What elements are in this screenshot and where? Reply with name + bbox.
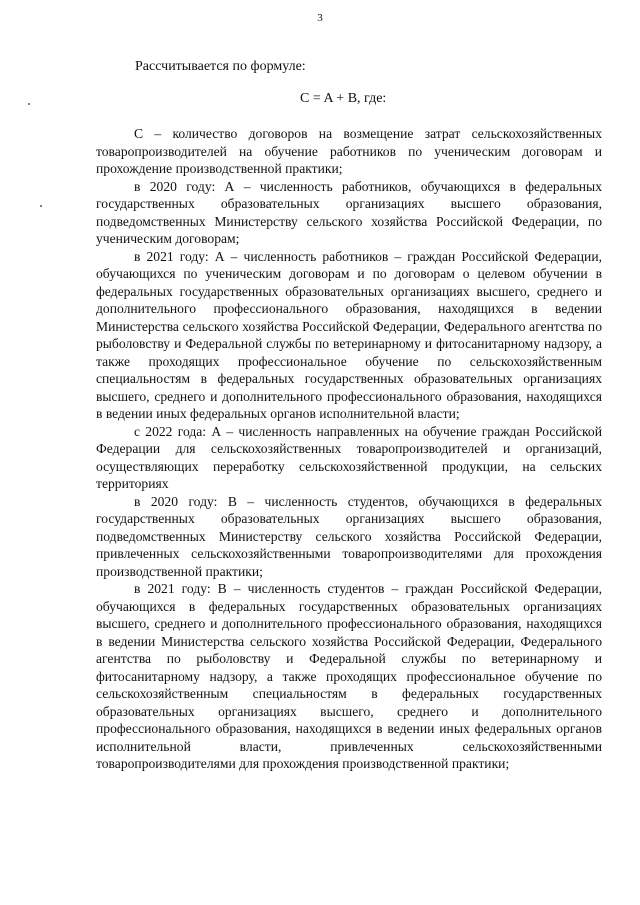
scan-speck [28,103,30,105]
formula-intro: Рассчитывается по формуле: [135,59,306,74]
paragraph-b-2021: в 2021 году: В – численность студентов – граждан Российской Федерации, обучающихся в федеральных государственных образовательных организациях высшего, среднего и дополнительного профессионального образования, находящихся в ведении Министерства сельского хозяйства Российской Федерации, Федерального агентства по рыболовству и Федеральной службы по ветеринарному и фитосанитарному надзору, а также проходящих профессиональное обучение по сельскохозяйственным специальностям в федеральных государственных образовательных организациях высшего, среднего и дополнительного профессионального образования, находящихся в ведении иных федеральных органов исполнительной власти, привлеченных сельскохозяйственными товаропроизводителями для прохождения производственной практики; [96,581,602,771]
paragraph-a-2020: в 2020 году: А – численность работников, обучающихся в федеральных государственных образовательных организациях высшего образования, подведомственных Министерству сельского хозяйства Российской Федерации, по ученическим договорам; [96,178,602,246]
scan-speck [40,205,42,207]
paragraph-a-2021: в 2021 году: А – численность работников – граждан Российской Федерации, обучающихся по ученическим договорам и по договорам о целевом обучении в федеральных государственных образовательных организациях высшего, среднего и дополнительного профессионального образования, находящихся в ведении Министерства сельского хозяйства Российской Федерации, Федерального агентства по рыболовству и Федеральной службы по ветеринарному и фитосанитарному надзору, а также проходящих профессиональное обучение по сельскохозяйственным специальностям в федеральных государственных образовательных организациях высшего, среднего и дополнительного профессионального образования, находящихся в ведении иных федеральных органов исполнительной власти; [96,248,602,421]
formula: C = A + B, где: [300,91,387,106]
paragraph-c-definition: С – количество договоров на возмещение затрат сельскохозяйственных товаропроизводителей на обучение работников по ученическим договорам и прохождение производственной практики; [96,126,602,176]
paragraph-a-2022: с 2022 года: А – численность направленных на обучение граждан Российской Федерации для сельскохозяйственных товаропроизводителей и организаций, осуществляющих переработку сельскохозяйственной продукции, на сельских территориях [96,423,602,491]
page-number: 3 [317,12,323,24]
body-text [96,125,602,773]
paragraph-b-2020: в 2020 году: В – численность студентов, обучающихся в федеральных государственных образовательных организациях высшего образования, подведомственных Министерству сельского хозяйства Российской Федерации, привлеченных сельскохозяйственными товаропроизводителями для прохождения производственной практики; [96,493,602,579]
